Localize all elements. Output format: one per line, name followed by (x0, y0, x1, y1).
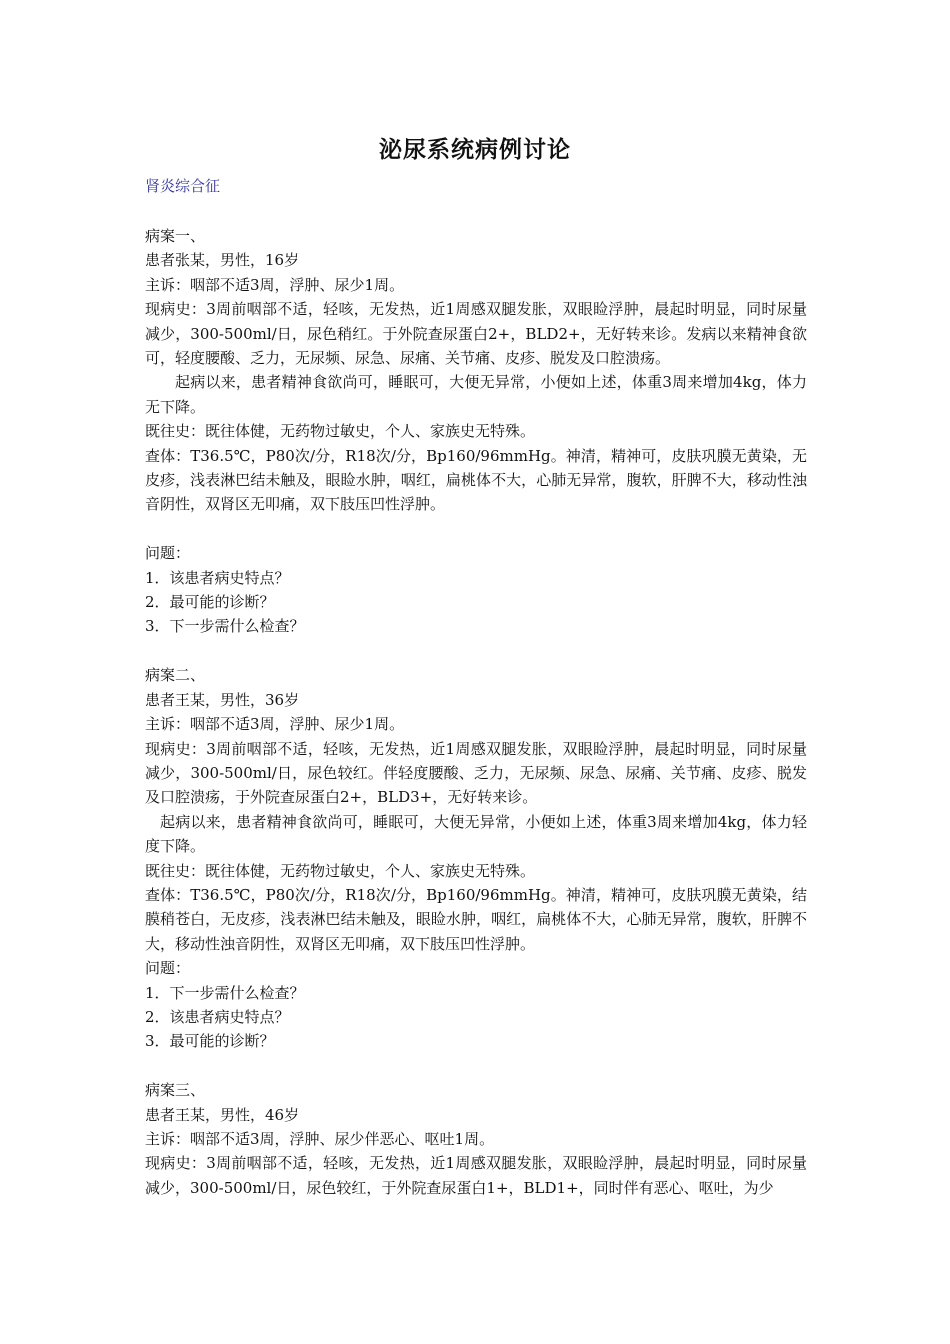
case2-question: 3．最可能的诊断？ (145, 1032, 275, 1051)
case2-patient: 患者王某，男性，36岁 (145, 690, 300, 709)
case3-complaint: 主诉：咽部不适3周，浮肿、尿少伴恶心、呕吐1周。 (145, 1129, 495, 1148)
case3-patient: 患者王某，男性，46岁 (145, 1105, 300, 1124)
case1-past: 既往史：既往体健，无药物过敏史，个人、家族史无特殊。 (145, 422, 536, 441)
spacer (145, 517, 807, 541)
case2-course: 起病以来，患者精神食欲尚可，睡眠可，大便无异常，小便如上述，体重3周来增加4kg，体力轻度下降。 (145, 812, 807, 856)
case1-history: 现病史：3周前咽部不适，轻咳，无发热，近1周感双腿发胀，双眼睑浮肿，晨起时明显，同时尿量减少，300-500ml/日，尿色稍红。于外院查尿蛋白2+，BLD2+，无好转来诊。发病以来精神食欲可，轻度腰酸、乏力，无尿频、尿急、尿痛、关节痛、皮疹、脱发及口腔溃疡。 (145, 300, 807, 368)
section-subtitle: 肾炎综合征 (145, 177, 221, 195)
case2-question: 2．该患者病史特点？ (145, 1007, 290, 1026)
case2-history: 现病史：3周前咽部不适，轻咳，无发热，近1周感双腿发胀，双眼睑浮肿，晨起时明显，同时尿量减少，300-500ml/日，尿色较红。伴轻度腰酸、乏力，无尿频、尿急、尿痛、关节痛、皮疹、脱发及口腔溃疡，于外院查尿蛋白2+，BLD3+，无好转来诊。 (145, 739, 807, 807)
document-body (145, 224, 807, 1200)
case2-questions-label: 问题： (145, 959, 191, 978)
spacer (145, 639, 807, 663)
case2-exam: 查体：T36.5℃，P80次/分，R18次/分，Bp160/96mmHg。神清，精神可，皮肤巩膜无黄染，结膜稍苍白，无皮疹，浅表淋巴结未触及，眼睑水肿，咽红，扁桃体不大，心肺无异常，腹软，肝脾不大，移动性浊音阴性，双肾区无叩痛，双下肢压凹性浮肿。 (145, 885, 807, 953)
case1-course: 起病以来，患者精神食欲尚可，睡眠可，大便无异常，小便如上述，体重3周来增加4kg，体力无下降。 (145, 373, 807, 416)
case1-questions-label: 问题： (145, 544, 191, 563)
case1-question: 2．最可能的诊断？ (145, 593, 275, 612)
case1-complaint: 主诉：咽部不适3周，浮肿、尿少1周。 (145, 275, 405, 294)
case1-question: 1．该患者病史特点？ (145, 568, 290, 587)
case1-patient: 患者张某，男性，16岁 (145, 251, 300, 270)
case2-heading: 病案二、 (145, 666, 206, 685)
case3-heading: 病案三、 (145, 1081, 206, 1100)
case2-past: 既往史：既往体健，无药物过敏史，个人、家族史无特殊。 (145, 861, 536, 880)
case1-exam: 查体：T36.5℃，P80次/分，R18次/分，Bp160/96mmHg。神清，精神可，皮肤巩膜无黄染，无皮疹，浅表淋巴结未触及，眼睑水肿，咽红，扁桃体不大，心肺无异常，腹软，肝脾不大，移动性浊音阴性，双肾区无叩痛，双下肢压凹性浮肿。 (145, 446, 807, 514)
case2-complaint: 主诉：咽部不适3周，浮肿、尿少1周。 (145, 715, 405, 734)
case2-question: 1．下一步需什么检查？ (145, 983, 305, 1002)
spacer (145, 1054, 807, 1078)
page-title: 泌尿系统病例讨论 (379, 136, 571, 163)
case1-question: 3．下一步需什么检查？ (145, 617, 305, 636)
case1-heading: 病案一、 (145, 227, 206, 245)
case3-history: 现病史：3周前咽部不适，轻咳，无发热，近1周感双腿发胀，双眼睑浮肿，晨起时明显，同时尿量减少，300-500ml/日，尿色较红，于外院查尿蛋白1+，BLD1+，同时伴有恶心、呕吐，为少 (145, 1154, 807, 1197)
